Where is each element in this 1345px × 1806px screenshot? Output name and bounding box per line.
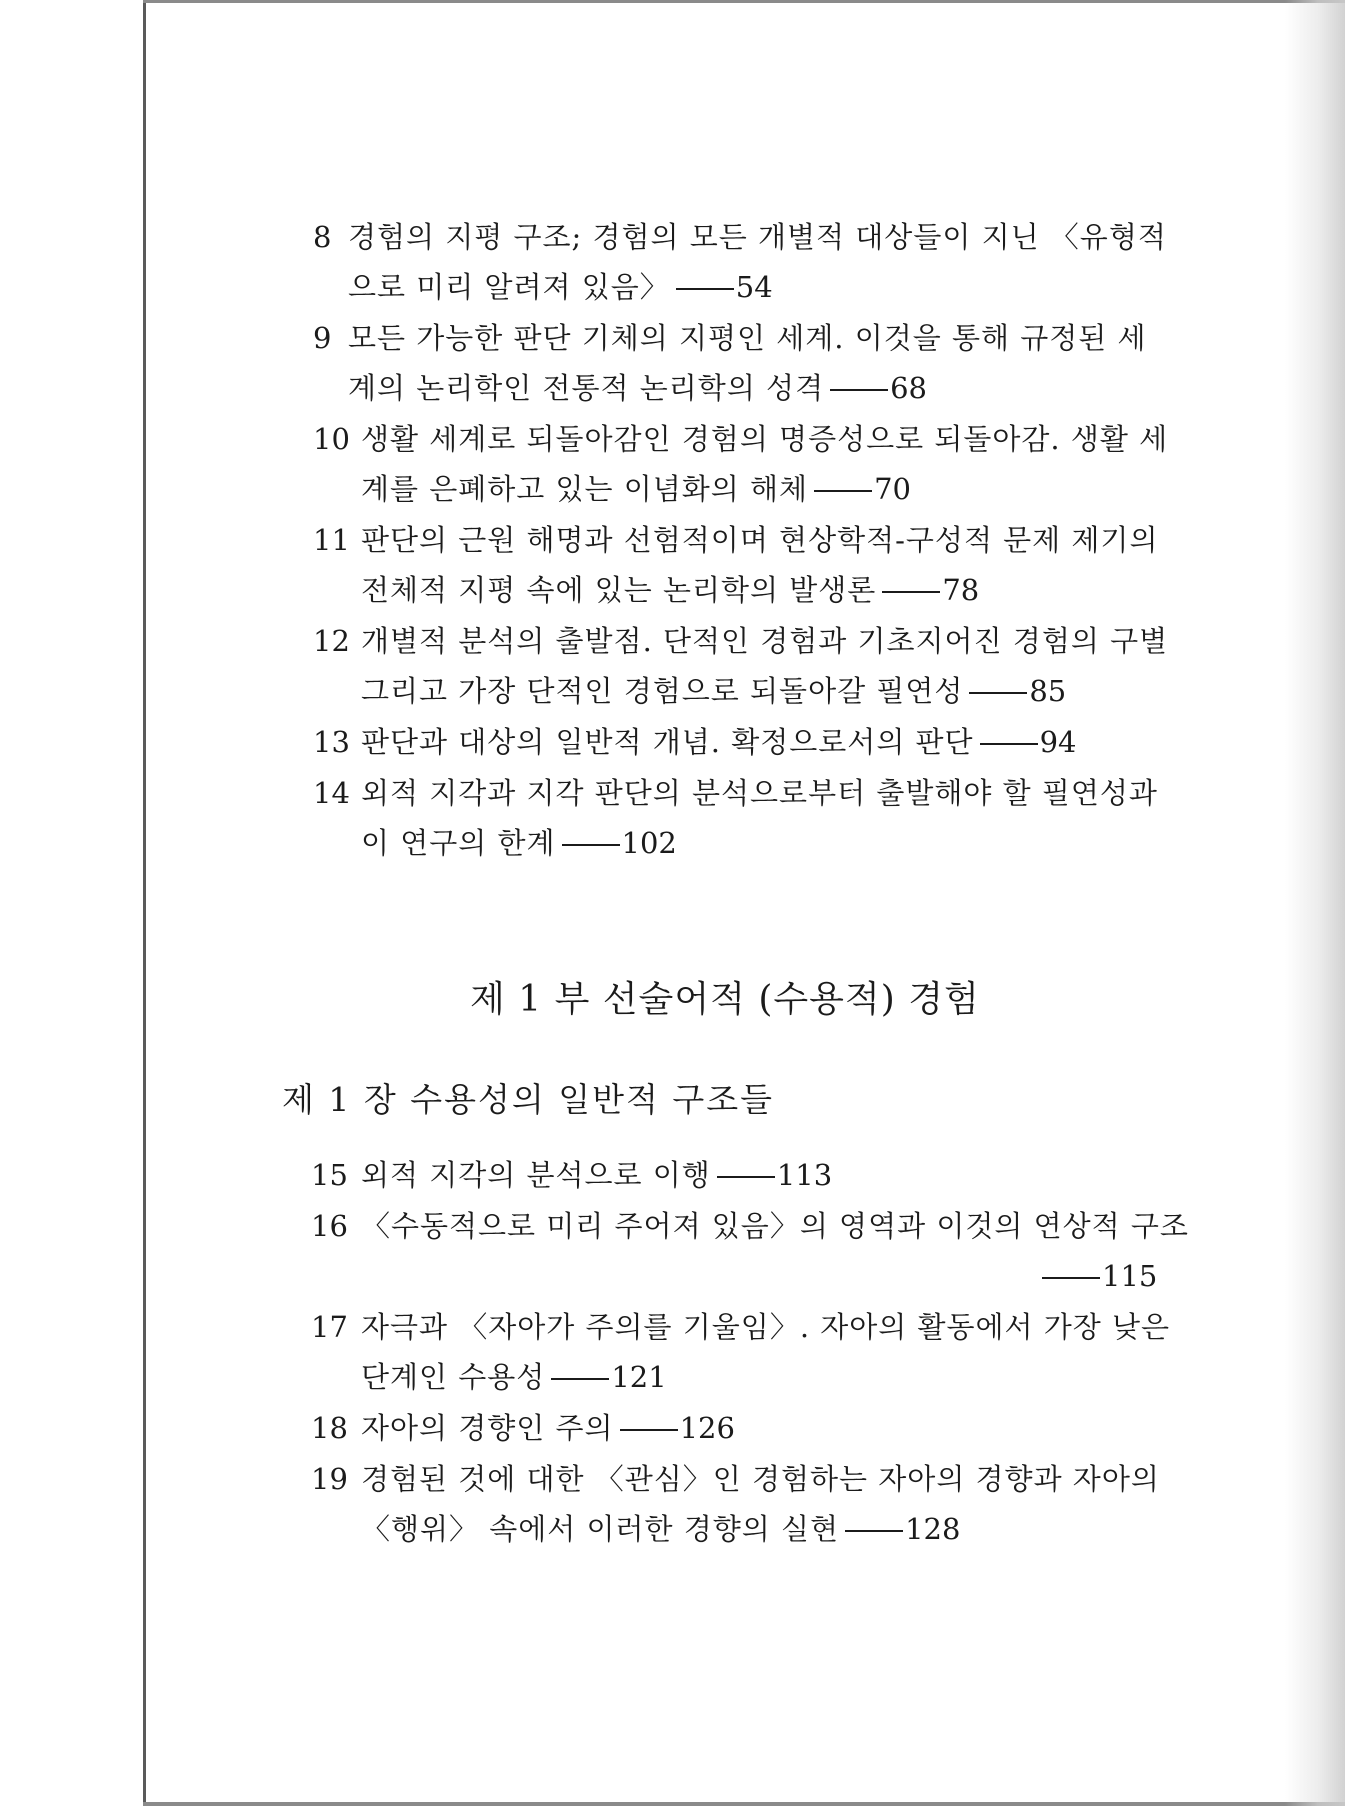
toc-entry-number: 18 [311,1411,348,1445]
toc-entry-number: 14 [313,776,350,810]
toc-entry-number: 19 [311,1462,348,1496]
toc-entry-title-line1: 생활 세계로 되돌아감인 경험의 명증성으로 되돌아감. 생활 세 [361,422,1169,456]
toc-entry-page: 126 [679,1411,735,1445]
leader-dash [980,743,1038,745]
toc-entry-number: 11 [313,523,350,557]
toc-entry-title-line2: 〈행위〉 속에서 이러한 경향의 실현 128 [361,1512,961,1546]
leader-dash [717,1176,775,1178]
leader-dash [814,490,872,492]
leader-dash [830,389,888,391]
toc-entry-title-line1: 〈수동적으로 미리 주어져 있음〉의 영역과 이것의 연상적 구조 [361,1209,1189,1243]
chapter-title: 제 1 장 수용성의 일반적 구조들 [282,1080,774,1119]
toc-entry-page: 121 [611,1360,667,1394]
toc-entry-number: 10 [313,422,350,456]
toc-entry-title-line2: 그리고 가장 단적인 경험으로 되돌아갈 필연성 85 [361,674,1067,708]
toc-entry-title-line2 [1036,1251,1157,1301]
toc-entry-page: 113 [776,1158,833,1192]
leader-dash [551,1378,609,1380]
page-left-edge [143,0,146,1806]
toc-entry-page: 128 [905,1512,961,1546]
toc-entry-title-line1: 경험의 지평 구조; 경험의 모든 개별적 대상들이 지닌 〈유형적 [348,220,1167,254]
toc-entry-number: 17 [311,1310,348,1344]
toc-entry-title-line2: 전체적 지평 속에 있는 논리학의 발생론 78 [361,573,980,607]
leader-dash [845,1530,903,1532]
toc-entry-number: 16 [311,1209,348,1243]
toc-entry-page: 115 [1102,1259,1158,1293]
toc-entry-title-line2: 단계인 수용성 121 [361,1360,667,1394]
toc-entry-title-line2: 으로 미리 알려져 있음〉 54 [348,270,773,304]
toc-entry-page: 68 [890,371,927,405]
page-bottom-edge [143,1802,1345,1806]
toc-entry-page: 70 [874,472,911,506]
toc-entry-page: 54 [735,270,773,304]
toc-entry-page: 85 [1029,674,1067,708]
page-right-shadow [1285,0,1345,1806]
toc-entry-title-line2: 계의 논리학인 전통적 논리학의 성격 68 [348,371,927,405]
toc-entry-title-line1: 모든 가능한 판단 기체의 지평인 세계. 이것을 통해 규정된 세 [348,321,1147,355]
toc-entry-page: 94 [1039,725,1077,759]
left-margin [0,0,143,1806]
page-top-edge [143,0,1345,3]
leader-dash [1042,1277,1100,1279]
toc-entry-title-line1: 외적 지각의 분석으로 이행 113 [361,1158,833,1192]
toc-entry-page: 78 [942,573,980,607]
toc-entry-title-line1: 자아의 경향인 주의 126 [361,1411,735,1445]
toc-entry-title-line1: 외적 지각과 지각 판단의 분석으로부터 출발해야 할 필연성과 [361,776,1158,810]
toc-entry-number: 8 [313,220,332,254]
leader-dash [882,591,940,593]
leader-dash [562,844,620,846]
toc-entry-page: 102 [621,826,677,860]
toc-entry-number: 12 [313,624,350,658]
toc-entry-title-line2: 이 연구의 한계 102 [361,826,677,860]
toc-entry-number: 13 [313,725,350,759]
leader-dash [676,288,734,290]
toc-entry-title-line1: 판단의 근원 해명과 선험적이며 현상학적-구성적 문제 제기의 [361,523,1159,557]
toc-entry-number: 15 [311,1158,348,1192]
toc-entry-title-line1: 자극과 〈자아가 주의를 기울임〉. 자아의 활동에서 가장 낮은 [361,1310,1171,1344]
part-title: 제 1 부 선술어적 (수용적) 경험 [470,979,980,1020]
toc-entry-number: 9 [313,321,332,355]
toc-entry-title-line1: 판단과 대상의 일반적 개념. 확정으로서의 판단 94 [361,725,1077,759]
toc-entry-title-line1: 개별적 분석의 출발점. 단적인 경험과 기초지어진 경험의 구별 [361,624,1169,658]
toc-entry-title-line2: 계를 은폐하고 있는 이념화의 해체 70 [361,472,911,506]
leader-dash [620,1429,678,1431]
leader-dash [969,692,1027,694]
toc-entry-title-line1: 경험된 것에 대한 〈관심〉인 경험하는 자아의 경향과 자아의 [361,1462,1160,1496]
